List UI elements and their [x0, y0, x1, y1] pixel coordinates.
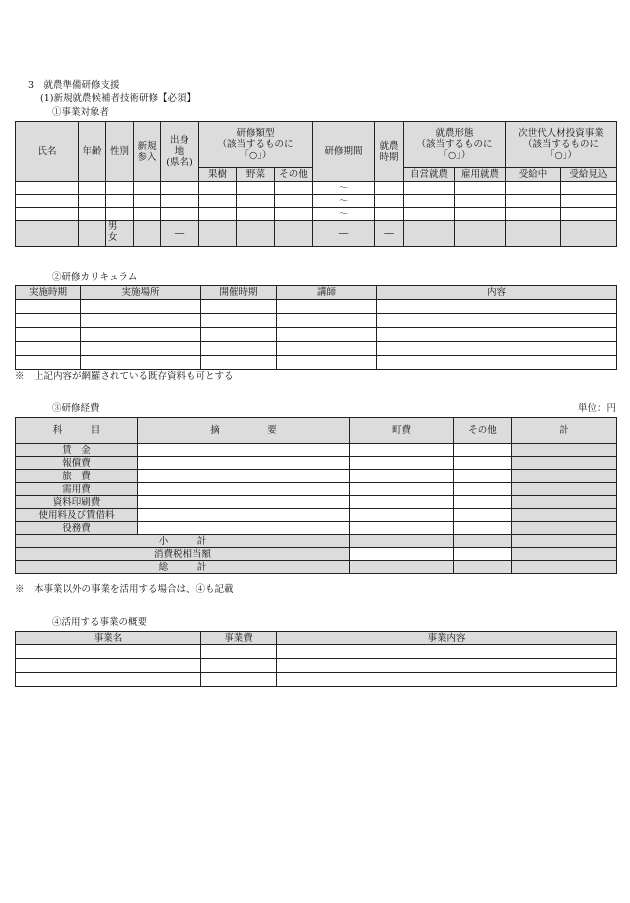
costs-unit: 単位：円	[577, 403, 616, 414]
header-self-employed: 自営就農	[404, 168, 455, 182]
header-held-period: 開催時期	[201, 286, 277, 300]
costs-header-row	[16, 418, 617, 444]
targets-summary-row	[16, 221, 617, 247]
header-item: 科 目	[16, 418, 138, 444]
period-tilde[interactable]: ～	[313, 195, 375, 208]
header-summary: 摘 要	[138, 418, 350, 444]
time-dash: ―	[375, 221, 404, 247]
curriculum-table	[15, 285, 617, 370]
header-age: 年齢	[79, 122, 106, 182]
table-row	[16, 470, 617, 483]
tax-row	[16, 548, 617, 561]
targets-table	[15, 121, 617, 247]
table-row	[16, 659, 617, 673]
table-row	[16, 342, 617, 356]
grand-total-label: 総 計	[16, 561, 350, 574]
costs-note: ※ 本事業以外の事業を活用する場合は、④も記載	[15, 584, 234, 595]
table-row	[16, 509, 617, 522]
costs-table	[15, 417, 617, 574]
other-projects-heading: ④活用する事業の概要	[52, 617, 148, 628]
header-training-period: 研修期間	[313, 122, 375, 182]
table-row	[16, 483, 617, 496]
sex-options: 男 女	[106, 221, 134, 247]
other-projects-header-row	[16, 632, 617, 645]
table-row	[16, 356, 617, 370]
header-new-entry: 新規 参入	[134, 122, 161, 182]
cost-item-label: 旅 費	[16, 470, 138, 483]
header-when: 実施時期	[16, 286, 81, 300]
header-farming-time: 就農 時期	[375, 122, 404, 182]
table-row	[16, 496, 617, 509]
table-row	[16, 328, 617, 342]
targets-header-row	[16, 122, 617, 168]
header-employed: 雇用就農	[455, 168, 506, 182]
cost-item-label: 資料印刷費	[16, 496, 138, 509]
table-row	[16, 673, 617, 687]
curriculum-header-row	[16, 286, 617, 300]
table-row	[16, 645, 617, 659]
table-row	[16, 300, 617, 314]
table-row	[16, 314, 617, 328]
header-town-cost: 町費	[350, 418, 454, 444]
table-row	[16, 522, 617, 535]
header-expected: 受給見込	[561, 168, 617, 182]
header-name: 氏名	[16, 122, 79, 182]
header-fruit: 果樹	[199, 168, 237, 182]
table-row	[16, 182, 617, 195]
cost-item-label: 需用費	[16, 483, 138, 496]
header-project-content: 事業内容	[277, 632, 617, 645]
table-row	[16, 457, 617, 470]
subtotal-row	[16, 535, 617, 548]
header-farming-form: 就農形態 （該当するものに 「○」）	[404, 122, 506, 168]
other-projects-table	[15, 631, 617, 687]
period-dash: ―	[313, 221, 375, 247]
curriculum-heading: ②研修カリキュラム	[52, 272, 138, 283]
header-teacher: 講師	[277, 286, 377, 300]
cost-item-label: 報償費	[16, 457, 138, 470]
header-place: 実施場所	[81, 286, 201, 300]
tax-label: 消費税相当額	[16, 548, 350, 561]
header-cost-other: その他	[454, 418, 512, 444]
header-content: 内容	[377, 286, 617, 300]
header-next-gen: 次世代人材投資事業 （該当するものに 「○」）	[506, 122, 617, 168]
subtotal-label: 小 計	[16, 535, 350, 548]
table-row	[16, 444, 617, 457]
header-training-type: 研修類型 （該当するものに 「○」）	[199, 122, 313, 168]
cost-item-label: 賃 金	[16, 444, 138, 457]
header-cost-total: 計	[512, 418, 617, 444]
section-title: 3 就農準備研修支援	[28, 80, 120, 91]
header-project-cost: 事業費	[201, 632, 277, 645]
costs-heading: ③研修経費	[52, 403, 100, 414]
curriculum-note: ※ 上記内容が網羅されている既存資料も可とする	[15, 371, 234, 382]
grand-total-row	[16, 561, 617, 574]
table-row	[16, 208, 617, 221]
section-subtitle: (1)新規就農候補者技術研修【必須】	[40, 93, 196, 104]
origin-dash: ―	[161, 221, 199, 247]
cost-item-label: 使用料及び賃借料	[16, 509, 138, 522]
period-tilde[interactable]: ～	[313, 182, 375, 195]
targets-heading: ①事業対象者	[52, 107, 110, 118]
header-project-name: 事業名	[16, 632, 201, 645]
header-vegetable: 野菜	[237, 168, 275, 182]
header-sex: 性別	[106, 122, 134, 182]
header-origin: 出身 地 (県名)	[161, 122, 199, 182]
period-tilde[interactable]: ～	[313, 208, 375, 221]
cost-item-label: 役務費	[16, 522, 138, 535]
table-row	[16, 195, 617, 208]
header-type-other: その他	[275, 168, 313, 182]
header-receiving: 受給中	[506, 168, 561, 182]
